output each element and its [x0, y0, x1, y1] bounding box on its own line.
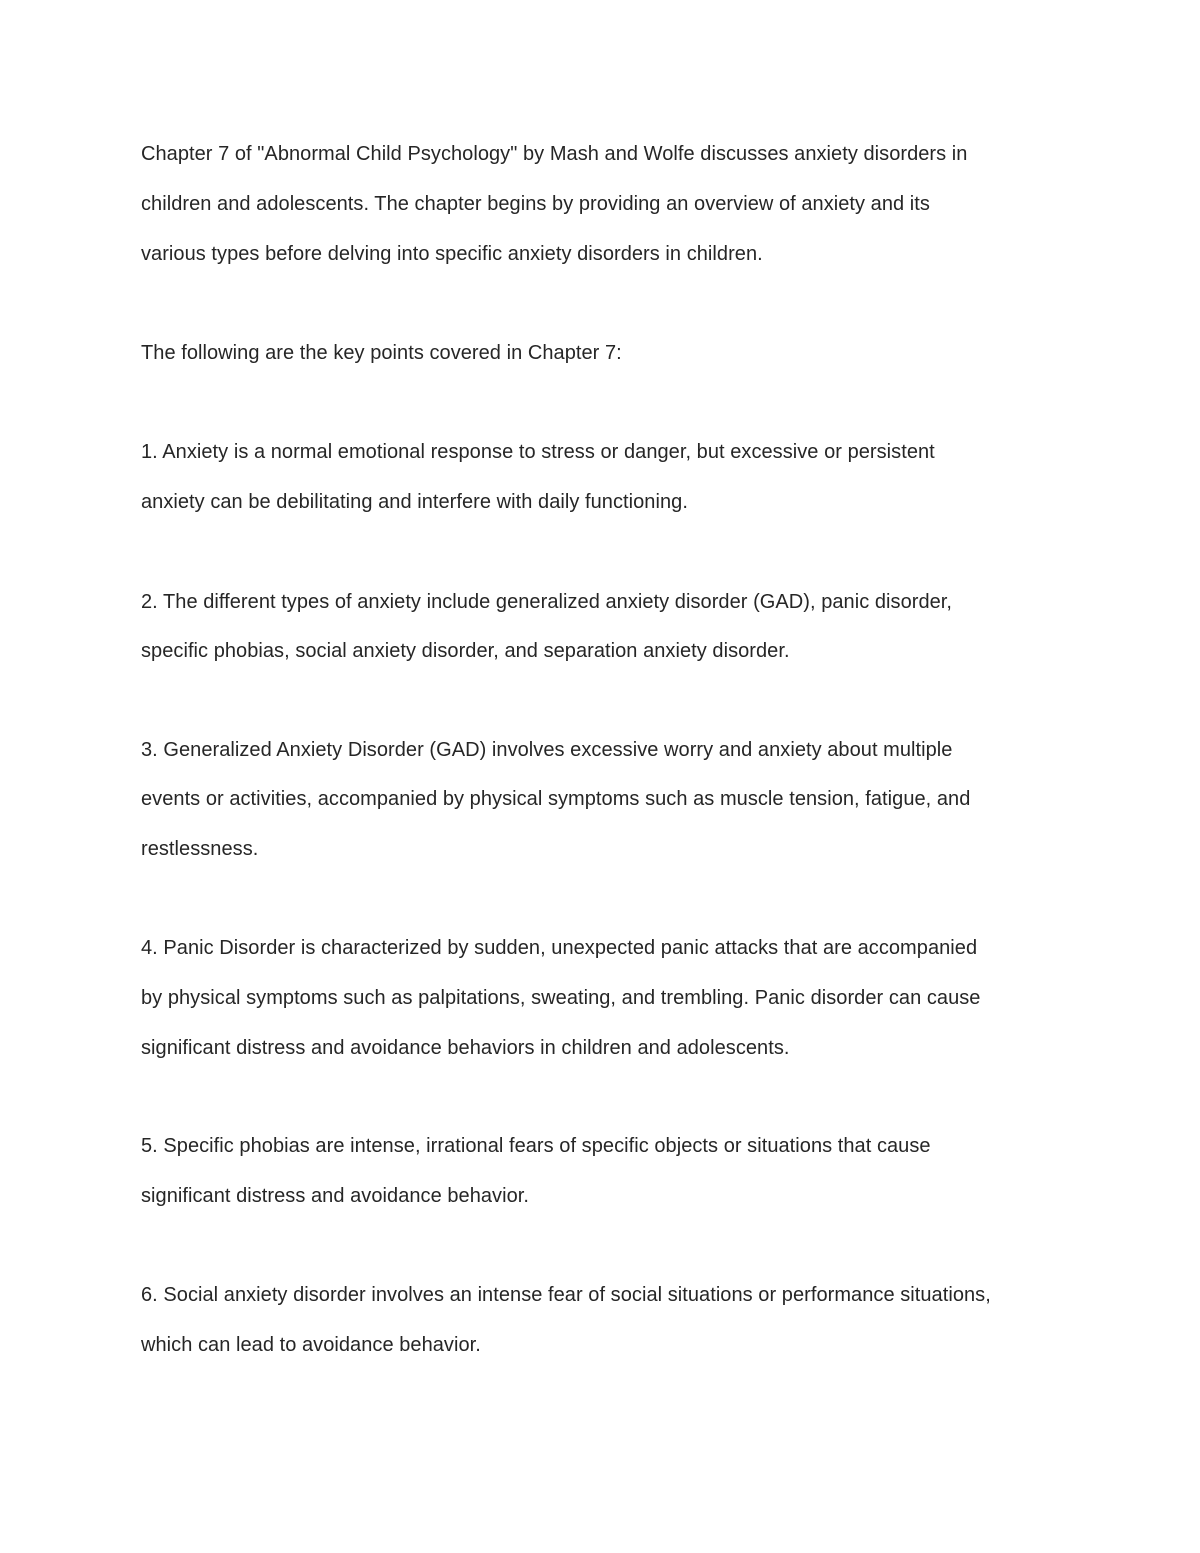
point-line: 4. Panic Disorder is characterized by sudden, unexpected panic attacks that are accompanied: [141, 937, 978, 959]
point-line: significant distress and avoidance behavior.: [141, 1185, 529, 1207]
point-line: 6. Social anxiety disorder involves an intense fear of social situations or performance situations,: [141, 1284, 991, 1306]
point-line: restlessness.: [141, 838, 259, 860]
point-line: which can lead to avoidance behavior.: [141, 1334, 481, 1356]
point-line: 1. Anxiety is a normal emotional response to stress or danger, but excessive or persistent: [141, 441, 935, 463]
intro-line: Chapter 7 of "Abnormal Child Psychology" by Mash and Wolfe discusses anxiety disorders in: [141, 143, 968, 165]
point-line: events or activities, accompanied by physical symptoms such as muscle tension, fatigue, and: [141, 788, 971, 810]
intro-line: children and adolescents. The chapter begins by providing an overview of anxiety and its: [141, 193, 930, 215]
point-line: 5. Specific phobias are intense, irrational fears of specific objects or situations that cause: [141, 1135, 931, 1157]
point-line: specific phobias, social anxiety disorder, and separation anxiety disorder.: [141, 640, 790, 662]
point-line: significant distress and avoidance behaviors in children and adolescents.: [141, 1037, 790, 1059]
point-line: anxiety can be debilitating and interfere with daily functioning.: [141, 491, 688, 513]
point-line: by physical symptoms such as palpitations, sweating, and trembling. Panic disorder can cause: [141, 987, 981, 1009]
lead-sentence: The following are the key points covered in Chapter 7:: [141, 342, 622, 364]
point-line: 2. The different types of anxiety include generalized anxiety disorder (GAD), panic disorder,: [141, 591, 953, 613]
point-line: 3. Generalized Anxiety Disorder (GAD) involves excessive worry and anxiety about multiple: [141, 739, 953, 761]
intro-line: various types before delving into specific anxiety disorders in children.: [141, 243, 763, 265]
